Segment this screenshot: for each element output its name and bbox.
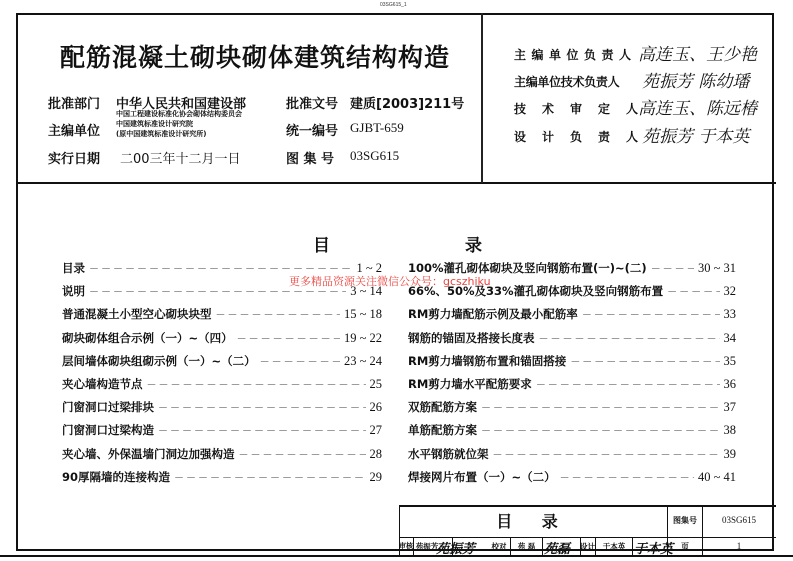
toc-item[interactable] bbox=[62, 353, 382, 369]
toc-item[interactable] bbox=[408, 422, 736, 438]
toc-heading-right: 录 bbox=[465, 236, 482, 256]
toc-item-pages: 25 bbox=[369, 376, 382, 391]
toc-leader bbox=[158, 399, 366, 414]
toc-leader bbox=[651, 260, 694, 275]
toc-leader bbox=[237, 330, 340, 345]
toc-leader bbox=[570, 353, 719, 368]
toc-item-title: 夹心墙、外保温墙门洞边加强构造 bbox=[62, 446, 235, 461]
atlas-number-value: 03SG615 bbox=[721, 515, 756, 525]
toc-item[interactable] bbox=[62, 330, 382, 346]
toc-item-title: 普通混凝土小型空心砌块块型 bbox=[62, 307, 212, 322]
toc-item-title: 水平钢筋就位架 bbox=[408, 446, 489, 461]
toc-item-title: 砌块砌体组合示例（一）~（四） bbox=[62, 330, 233, 345]
toc-item-pages: 30 ~ 31 bbox=[697, 261, 736, 275]
toc-heading-left: 目 bbox=[313, 236, 330, 256]
toc-leader bbox=[158, 422, 366, 437]
toc-item-pages: 3 ~ 14 bbox=[350, 284, 382, 299]
toc-item-pages: 28 bbox=[369, 446, 382, 461]
editor-unit-line-1: 中国工程建设标准化协会砌体结构委员会 bbox=[116, 110, 242, 118]
toc-item-title: 夹心墙构造节点 bbox=[62, 376, 143, 391]
toc-item[interactable] bbox=[62, 376, 382, 392]
check-signature: 苑磊 bbox=[544, 542, 571, 557]
toc-item-title: 门窗洞口过梁构造 bbox=[62, 423, 154, 438]
check-name: 苑 磊 bbox=[517, 542, 536, 551]
toc-leader bbox=[174, 469, 365, 484]
toc-item-title: 90厚隔墙的连接构造 bbox=[62, 469, 171, 484]
page-number: 1 bbox=[736, 541, 742, 551]
toc-item-title: 门窗洞口过梁排块 bbox=[62, 400, 154, 415]
toc-leader bbox=[539, 330, 720, 345]
toc-item-pages: 29 bbox=[369, 469, 382, 484]
atlas-number-value: 03SG615 bbox=[350, 148, 400, 163]
toc-item[interactable] bbox=[62, 469, 382, 485]
toc-item-title: 说明 bbox=[62, 284, 85, 299]
approval-dept-label: 批准部门 bbox=[48, 97, 101, 112]
toc-item-title: 目录 bbox=[62, 261, 85, 275]
signature-name-3: 高连玉、陈远椿 bbox=[638, 99, 757, 119]
unified-number-value: GJBT-659 bbox=[350, 120, 404, 135]
signature-role-4: 设计负责人 bbox=[514, 130, 655, 144]
toc-leader bbox=[147, 376, 366, 391]
atlas-title: 配筋混凝土砌块砌体建筑结构构造 bbox=[60, 43, 451, 72]
toc-item[interactable] bbox=[408, 306, 736, 322]
editor-unit-line-2: 中国建筑标准设计研究院 bbox=[116, 120, 193, 128]
toc-item[interactable] bbox=[408, 446, 736, 462]
toc-leader bbox=[216, 306, 340, 321]
toc-item-title: 66%、50%及33%灌孔砌体砌块及竖向钢筋布置 bbox=[408, 284, 664, 299]
toc-leader bbox=[582, 306, 720, 321]
toc-item-pages: 34 bbox=[723, 330, 736, 345]
toc-item[interactable] bbox=[408, 330, 736, 346]
toc-right-column bbox=[408, 260, 736, 485]
toc-leader bbox=[239, 446, 366, 461]
atlas-number-label: 图集号 bbox=[673, 516, 697, 525]
signature-role-3: 技术审定人 bbox=[514, 102, 655, 116]
title-block-divider bbox=[542, 537, 543, 555]
toc-item-pages: 33 bbox=[723, 307, 736, 322]
toc-item-title: 单筋配筋方案 bbox=[408, 423, 477, 438]
watermark-text: 更多精品资源关注微信公众号：gcszhiku bbox=[289, 275, 491, 288]
toc-leader bbox=[667, 283, 719, 298]
sheet-bottom-edge bbox=[0, 555, 793, 557]
toc-item-pages: 15 ~ 18 bbox=[343, 307, 382, 322]
toc-item-pages: 19 ~ 22 bbox=[343, 330, 382, 345]
toc-item[interactable] bbox=[62, 306, 382, 322]
signature-role-2: 主编单位技术负责人 bbox=[514, 75, 620, 89]
toc-item-title: 双筋配筋方案 bbox=[408, 400, 477, 415]
toc-item[interactable] bbox=[408, 376, 736, 392]
effective-date-value: 二00三年十二月一日 bbox=[120, 152, 241, 167]
toc-leader bbox=[493, 446, 720, 461]
review-signature: 苑振芳 bbox=[436, 542, 476, 557]
toc-item-title: RM剪力墙配筋示例及最小配筋率 bbox=[408, 307, 578, 322]
approval-dept-value: 中华人民共和国建设部 bbox=[116, 97, 247, 112]
toc-item-title: 钢筋的锚固及搭接长度表 bbox=[408, 330, 535, 345]
approval-doc-label: 批准文号 bbox=[286, 97, 339, 112]
toc-item-title: 焊接网片布置（一）~（二） bbox=[408, 469, 556, 484]
approval-doc-value: 建质[2003]211号 bbox=[350, 97, 465, 112]
toc-item-pages: 23 ~ 24 bbox=[343, 353, 382, 368]
header-divider bbox=[16, 182, 776, 184]
toc-leader bbox=[536, 376, 720, 391]
toc-item-pages: 40 ~ 41 bbox=[697, 469, 736, 484]
check-label: 校对 bbox=[491, 542, 507, 551]
toc-item-pages: 27 bbox=[369, 423, 382, 438]
atlas-number-label: 图 集 号 bbox=[286, 152, 335, 167]
toc-item[interactable] bbox=[62, 422, 382, 438]
toc-leader bbox=[260, 353, 340, 368]
design-signature: 于本英 bbox=[634, 542, 674, 557]
design-label: 设计 bbox=[580, 542, 595, 551]
toc-leader bbox=[560, 469, 694, 484]
toc-item-pages: 39 bbox=[723, 446, 736, 461]
signature-role-1: 主编单位负责人 bbox=[514, 48, 637, 62]
page-label: 页 bbox=[681, 542, 689, 551]
toc-item-pages: 36 bbox=[723, 376, 736, 391]
signature-name-4: 苑振芳 于本英 bbox=[642, 127, 750, 147]
toc-item[interactable] bbox=[62, 446, 382, 462]
review-name: 苑振芳 bbox=[415, 542, 439, 551]
toc-item-title: RM剪力墙水平配筋要求 bbox=[408, 376, 532, 391]
editor-unit-line-3: (原中国建筑标准设计研究所) bbox=[116, 130, 207, 138]
toc-item-pages: 1 ~ 2 bbox=[356, 261, 382, 275]
effective-date-label: 实行日期 bbox=[48, 152, 101, 167]
toc-leader bbox=[481, 422, 720, 437]
header-vertical-divider bbox=[481, 13, 483, 183]
signature-name-1: 高连玉、王少艳 bbox=[638, 45, 757, 65]
signature-name-2: 苑振芳 陈幼璠 bbox=[642, 72, 750, 92]
title-block-divider bbox=[632, 537, 633, 555]
toc-item-pages: 38 bbox=[723, 423, 736, 438]
toc-item-title: 层间墙体砌块组砌示例（一）~（二） bbox=[62, 353, 256, 368]
file-tag: 03SG615_1 bbox=[380, 2, 407, 8]
toc-item[interactable] bbox=[408, 353, 736, 369]
title-block-title: 目 录 bbox=[496, 512, 570, 531]
toc-item[interactable] bbox=[62, 399, 382, 415]
toc-item[interactable] bbox=[408, 469, 736, 485]
editor-unit-label: 主编单位 bbox=[48, 124, 101, 139]
toc-item[interactable] bbox=[408, 399, 736, 415]
toc-item-pages: 37 bbox=[723, 400, 736, 415]
toc-left-column bbox=[62, 260, 382, 485]
toc-item-pages: 32 bbox=[723, 284, 736, 299]
toc-item-title: RM剪力墙钢筋布置和锚固搭接 bbox=[408, 353, 567, 368]
toc-item-title: 100%灌孔砌体砌块及竖向钢筋布置(一)~(二) bbox=[408, 261, 647, 275]
unified-number-label: 统一编号 bbox=[286, 124, 339, 139]
review-label: 审核 bbox=[399, 542, 413, 550]
toc-item-pages: 26 bbox=[369, 400, 382, 415]
design-name: 于本英 bbox=[602, 542, 626, 551]
toc-leader bbox=[481, 399, 720, 414]
toc-item-pages: 35 bbox=[723, 353, 736, 368]
